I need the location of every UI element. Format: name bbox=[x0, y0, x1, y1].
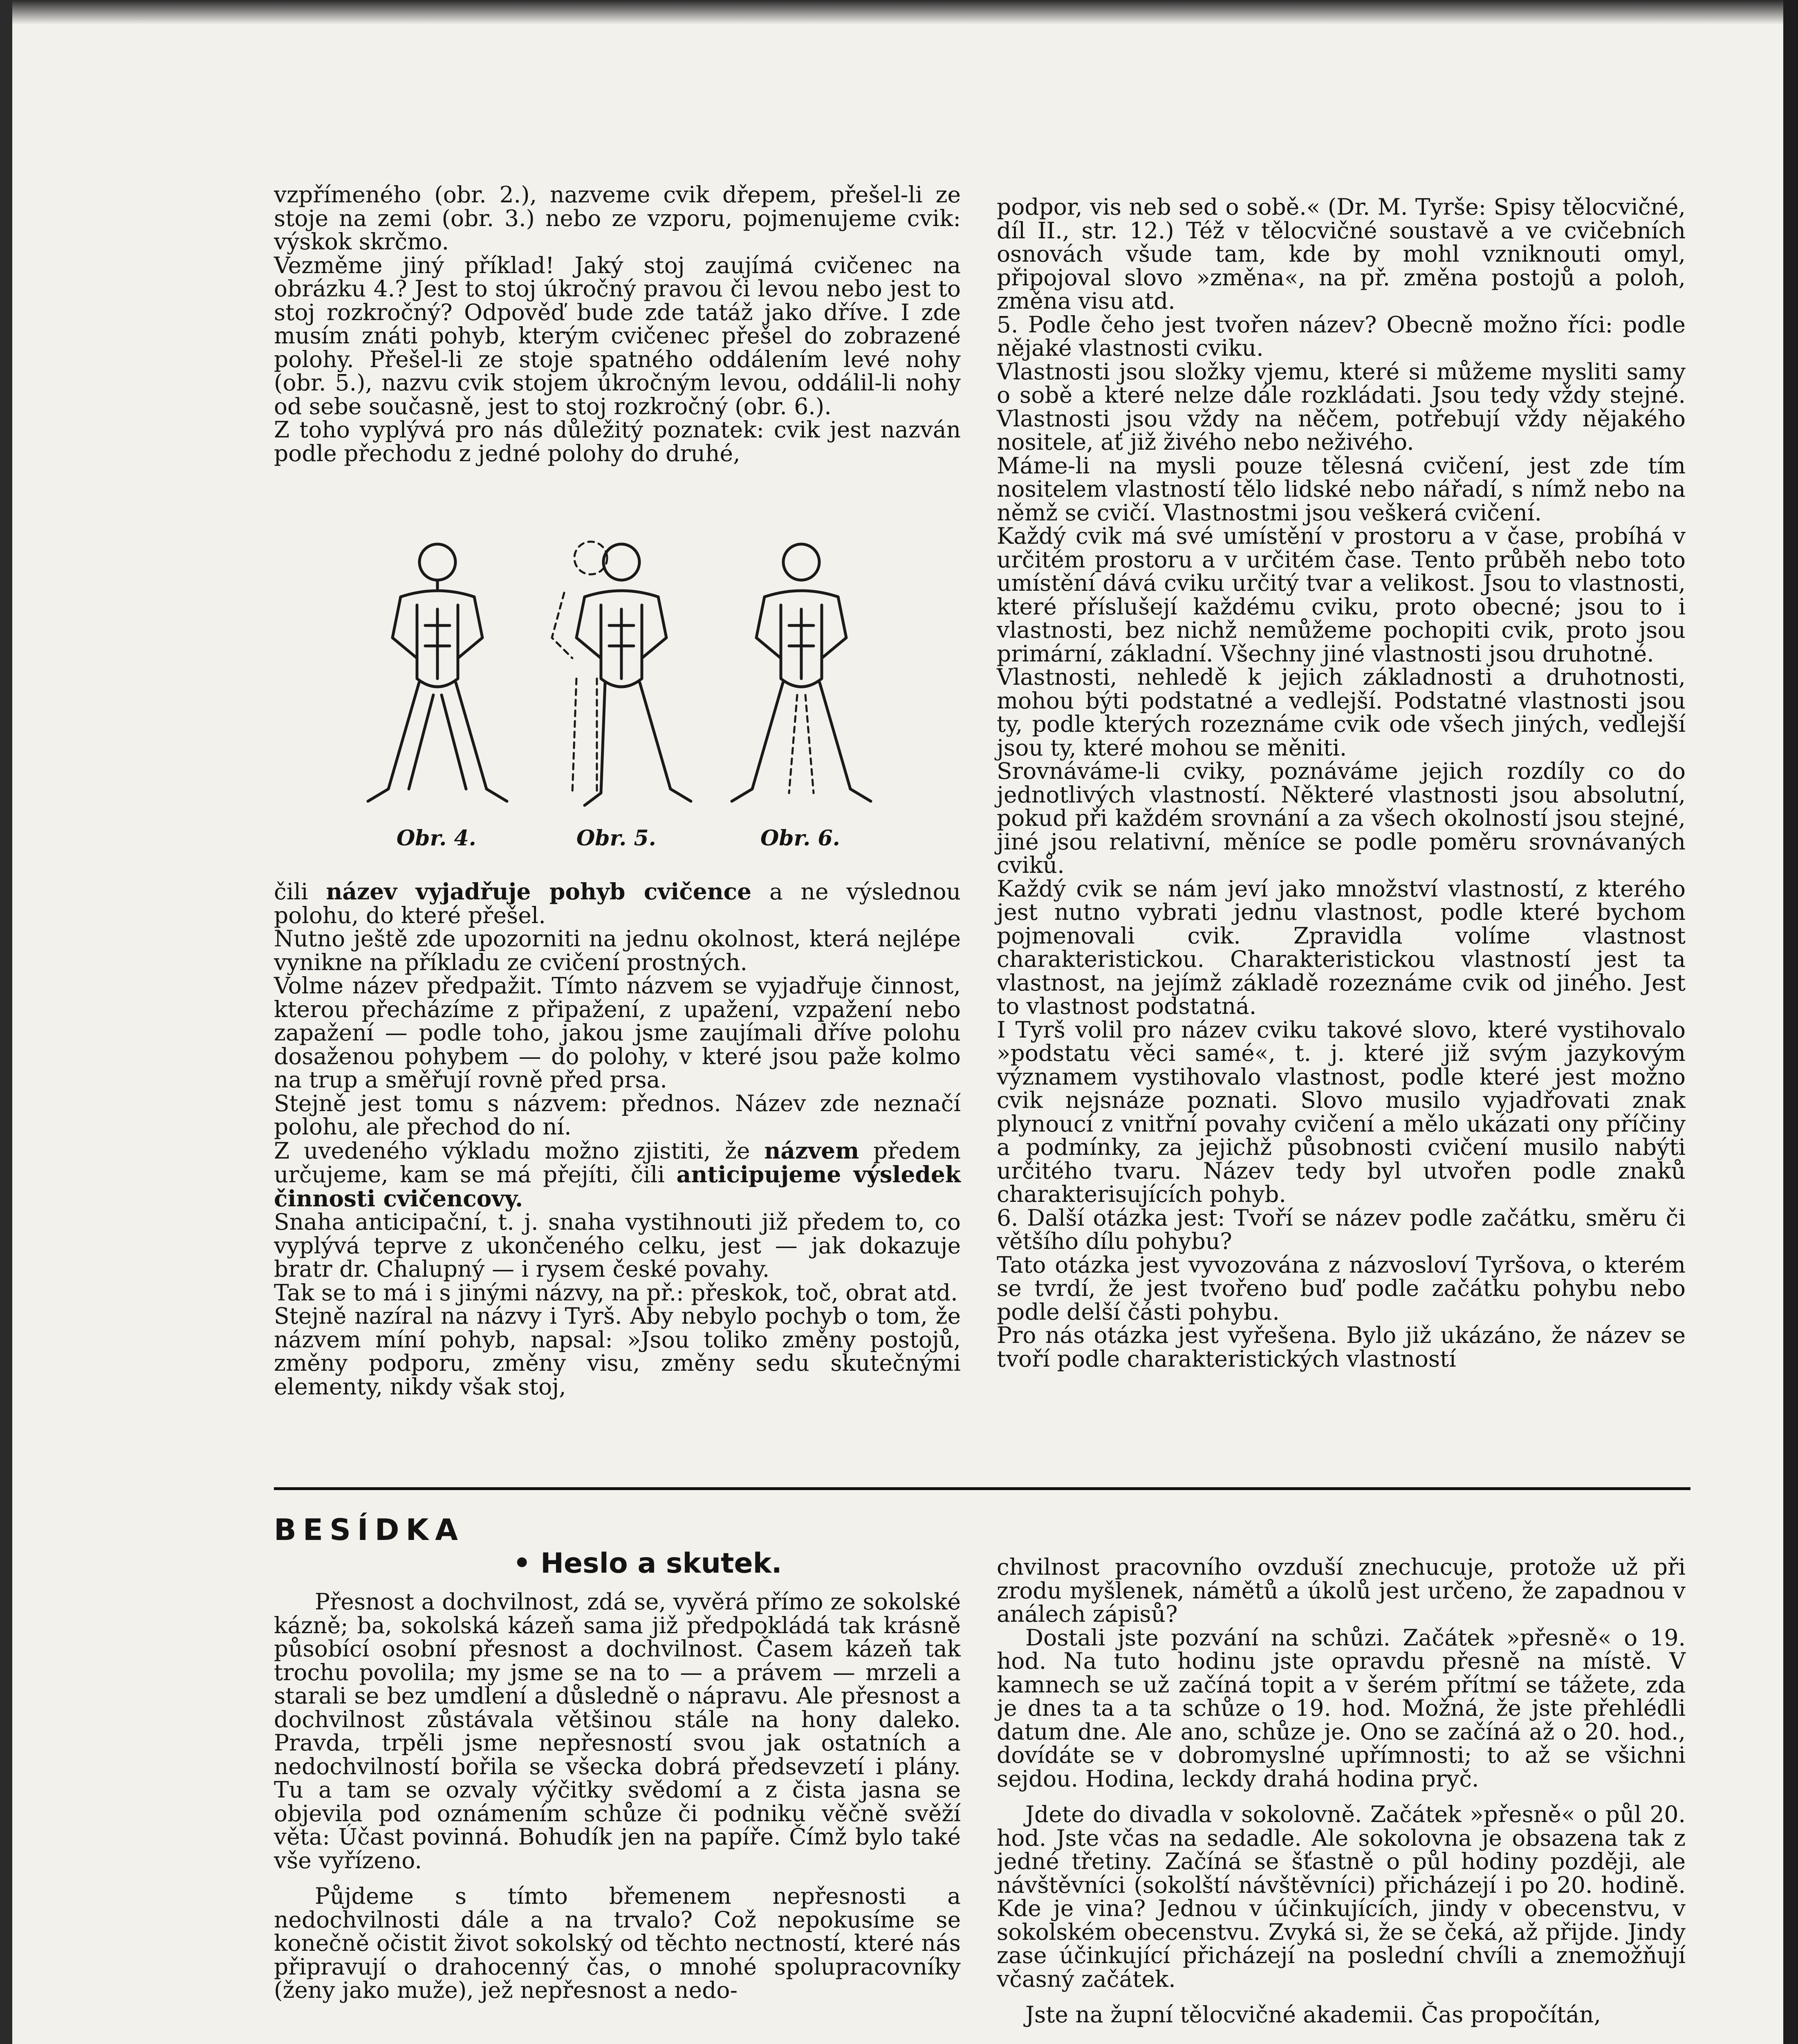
paragraph: Tato otázka jest vyvozována z názvosloví Tyršova, o kterém se tvrdí, že jest tvořeno buď podle začátku pohybu nebo podle delší části pohybu. bbox=[997, 1251, 1686, 1325]
paragraph: Máme-li na mysli pouze tělesná cvičení, jest zde tím nositelem vlastností tělo lidské nebo nářadí, s nímž nebo na němž se cvičí. Vlastnostmi jsou veškerá cvičení. bbox=[997, 452, 1686, 526]
figure-stances bbox=[356, 523, 903, 850]
scan-edge-left bbox=[0, 0, 12, 2044]
paragraph: Snaha anticipační, t. j. snaha vystihnouti již předem to, co vyplývá teprve z ukončeného celku, jest — jak dokazuje bratr dr. Chalupný — i rysem české povahy. bbox=[274, 1209, 961, 1282]
paragraph: Tak se to má i s jinými názvy, na př.: přeskok, toč, obrat atd. bbox=[274, 1279, 958, 1306]
paragraph: Srovnáváme-li cviky, poznáváme jejich rozdíly co do jednotlivých vlastností. Některé vlastnosti jsou absolutní, pokud při každém srovnání a za všech okolností jsou stejné, jiné jsou relativní, měníce se podle poměru srovnávaných cviků. bbox=[997, 758, 1686, 878]
paragraph: Půjdeme s tímto břemenem nepřesnosti a nedochvilnosti dále a na trvalo? Což nepokusíme se konečně očistit život sokolský od těchto nectností, které nás připravují o drahocenný čas, o mnohé spolupracovníky (ženy jako muže), jež nepřesnost a nedo- bbox=[274, 1883, 961, 2003]
paragraph: Jste na župní tělocvičné akademii. Čas propočítán, bbox=[1025, 2001, 1601, 2028]
paragraph: Z uvedeného výkladu možno zjistiti, že názvem předem určujeme, kam se má přejíti, čili anticipujeme výsledek činnosti cvičencovy. bbox=[274, 1137, 961, 1212]
caption-figure-5: Obr. 5. bbox=[576, 826, 656, 851]
paragraph: Dostali jste pozvání na schůzi. Začátek »přesně« o 19. hod. Na tuto hodinu jste opravdu přesně na místě. V kamnech se už začíná topit a v šerém přítmí se tážete, zda je dnes ta a ta schůze o 19. hod. Možná, že jste přehlédli datum dne. Ale ano, schůze je. Ono se začíná až o 20. hod., dovídáte se v dobromyslné upřímnosti; to až se všichni sejdou. Hodina, leckdy drahá hodina pryč. bbox=[997, 1624, 1686, 1792]
caption-figure-4: Obr. 4. bbox=[397, 826, 476, 851]
paragraph: Stejně nazíral na názvy i Tyrš. Aby nebylo pochyb o tom, že názvem míní pohyb, napsal: »Jsou toliko změny postojů, změny podporu, změny visu, změny sedu skutečnými elementy, nikdy však stoj, bbox=[274, 1303, 961, 1400]
paragraph: Vlastnosti, nehledě k jejich základnosti a druhotnosti, mohou býti podstatné a vedlejší. Podstatné vlastnosti jsou ty, podle kterých rozeznáme cvik ode všech jiných, vedlejší jsou ty, které mohou se měniti. bbox=[997, 664, 1686, 761]
figure-4-drawing bbox=[368, 544, 507, 801]
paragraph: Vezměme jiný příklad! Jaký stoj zaujímá cvičenec na obrázku 4.? Jest to stoj úkročný pravou či levou nebo jest to stoj rozkročný? Odpověď bude zde tatáž jako dříve. I zde musím znáti pohyb, kterým cvičenec přešel do zobrazené polohy. Přešel-li ze stoje spatného oddálením levé nohy (obr. 5.), nazvu cvik stojem úkročným levou, oddálil-li nohy od sebe současně, jest to stoj rozkročný (obr. 6.). bbox=[274, 252, 961, 419]
paragraph: Stejně jest tomu s názvem: přednos. Název zde neznačí polohu, ale přechod do ní. bbox=[274, 1090, 961, 1140]
caption-figure-6: Obr. 6. bbox=[760, 826, 840, 851]
gymnast-illustration bbox=[356, 523, 903, 818]
paragraph: podpor, vis neb sed o sobě.« (Dr. M. Tyrše: Spisy tělocvičné, díl II., str. 12.) Též v tělocvičné soustavě a ve cvičebních osnovách všude tam, kde by mohl vzniknouti omyl, připojoval slovo »změna«, na př. změna postojů a poloh, změna visu atd. bbox=[997, 194, 1686, 314]
paragraph: vzpřímeného (obr. 2.), nazveme cvik dřepem, přešel-li ze stoje na zemi (obr. 3.) nebo ze vzporu, pojmenujeme cvik: výskok skrčmo. bbox=[274, 182, 961, 255]
paragraph: Pro nás otázka jest vyřešena. Bylo již ukázáno, že název se tvoří podle charakteristických vlastností bbox=[997, 1322, 1686, 1372]
paragraph: 5. Podle čeho jest tvořen název? Obecně možno říci: podle nějaké vlastnosti cviku. bbox=[997, 311, 1686, 361]
paragraph: Každý cvik se nám jeví jako množství vlastností, z kterého jest nutno vybrati jednu vlastnost, podle které bychom pojmenovali cvik. Zpravidla volíme vlastnost charakteristickou. Charakteristickou vlastností jest ta vlastnost, na jejímž základě rozeznáme cvik od jiného. Jest to vlastnost podstatná. bbox=[997, 875, 1686, 1019]
paragraph: I Tyrš volil pro název cviku takové slovo, které vystihovalo »podstatu věci samé«, t. j. které již svým jazykovým významem vystihovalo vlastnost, podle které jest možno cvik nejsnáze poznati. Slovo musilo vyjadřovati znak plynoucí z vnitřní povahy cvičení a mělo ukázati ony příčiny a podmínky, za jejichž působnosti cvičení musilo nabýti určitého tvaru. Název tedy byl utvořen podle znaků charakterisujících pohyb. bbox=[997, 1016, 1686, 1207]
figure-6-drawing bbox=[732, 544, 871, 801]
section-divider bbox=[274, 1487, 1690, 1490]
paragraph: 6. Další otázka jest: Tvoří se název podle začátku, směru či většího dílu pohybu? bbox=[997, 1204, 1686, 1254]
paragraph: chvilnost pracovního ovzduší znechucuje, protože už při zrodu myšlenek, námětů a úkolů jest určeno, že zapadnou v análech zápisů? bbox=[997, 1554, 1686, 1627]
scan-edge-right bbox=[1783, 0, 1798, 2044]
paragraph: Nutno ještě zde upozorniti na jednu okolnost, která nejlépe vynikne na příkladu ze cvičení prostných. bbox=[274, 926, 961, 975]
right-column-top bbox=[997, 195, 1686, 1371]
besidka-left-column bbox=[274, 1590, 961, 2002]
paragraph: Volme název předpažit. Tímto názvem se vyjadřuje činnost, kterou přecházíme z připažení, z upažení, vzpažení nebo zapažení — podle toho, jakou jsme zaujímali dříve polohu dosaženou pohybem — do polohy, v které jsou paže kolmo na trup a směřují rovně před prsa. bbox=[274, 973, 961, 1093]
paragraph: Přesnost a dochvilnost, zdá se, vyvěrá přímo ze sokolské kázně; ba, sokolská kázeň sama již předpokládá tak krásně působící osobní přesnost a dochvilnost. Časem kázeň tak trochu povolila; my jsme se na to — a právem — mrzeli a starali se bez umdlení a důsledně o nápravu. Ale přesnost a dochvilnost zůstávala většinou stále na hony daleko. Pravda, trpěli jsme nepřesností svou jak ostatních a nedochvilností bořila se všecka dobrá předsevzetí i plány. Tu a tam se ozvaly výčitky svědomí a z čista jasna se objevila pod oznámením schůze či podniku věčně svěží věta: Účast povinná. Bohudík jen na papíře. Čímž bylo také vše vyřízeno. bbox=[274, 1589, 961, 1874]
scan-edge-top bbox=[0, 0, 1798, 25]
paragraph: Jdete do divadla v sokolovně. Začátek »přesně« o půl 20. hod. Jste včas na sedadle. Ale sokolovna je obsazena tak z jedné třetiny. Začíná se šťastně o půl hodiny později, ale návštěvníci (sokolští návštěvníci) přicházejí i po 20. hodině. Kde je vina? Jednou v účinkujících, jindy v obecenstvu, v sokolském obecenstvu. Zvyká si, že se čeká, až přijde. Jindy zase účinkující přicházejí na poslední chvíli a znemožňují včasný začátek. bbox=[997, 1801, 1686, 1992]
paragraph: Vlastnosti jsou složky vjemu, které si můžeme mysliti samy o sobě a které nelze dále rozkládati. Jsou tedy vždy stejné. Vlastnosti jsou vždy na něčem, potřebují vždy nějakého nositele, ať již živého nebo neživého. bbox=[997, 358, 1686, 455]
paragraph: Každý cvik má své umístění v prostoru a v čase, probíhá v určitém prostoru a v určitém čase. Tento průběh nebo toto umístění dává cviku určitý tvar a velikost. Jsou to vlastnosti, které příslušejí každému cviku, proto obecné; jsou to i vlastnosti, bez nichž nemůžeme pochopiti cvik, proto jsou primární, základní. Všechny jiné vlastnosti jsou druhotné. bbox=[997, 523, 1686, 667]
article-title: • Heslo a skutek. bbox=[513, 1547, 782, 1580]
section-heading: BESÍDKA bbox=[274, 1513, 464, 1547]
left-column-mid bbox=[274, 880, 961, 1399]
besidka-right-column bbox=[997, 1555, 1686, 2027]
paragraph: Z toho vyplývá pro nás důležitý poznatek: cvik jest nazván podle přechodu z jedné polohy do druhé, bbox=[274, 417, 961, 466]
paragraph: čili název vyjadřuje pohyb cvičence a ne výslednou polohu, do které přešel. bbox=[274, 878, 961, 928]
figure-5-drawing bbox=[552, 542, 691, 805]
left-column-top bbox=[274, 183, 961, 465]
